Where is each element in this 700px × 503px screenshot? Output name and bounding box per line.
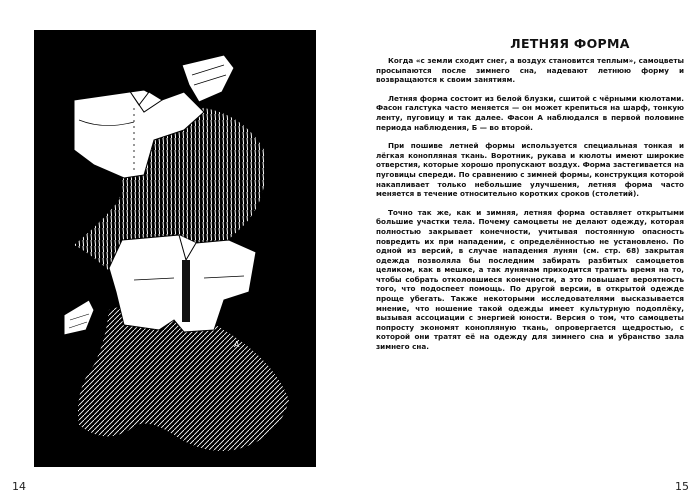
paragraph: Когда «с земли сходит снег, а воздух становится теплым», самоцветы просыпаются после зимнего сна, надевают летнюю форму и возвращаются к своим занятиям. — [376, 56, 684, 85]
paragraph: Летняя форма состоит из белой блузки, сшитой с чёрными кюлотами. Фасон галстука часто меняется — он может крепиться на шарф, тонкую ленту, пуговицу и так далее. Фасон А наблюдался в первой половине периода наблюдения, Б — во второй. — [376, 93, 684, 132]
bow-tie-a — [64, 300, 94, 335]
uniform-drawing — [34, 30, 316, 467]
figure-label-a: A — [234, 340, 240, 349]
uniform-illustration — [34, 30, 316, 467]
right-page — [350, 0, 700, 503]
paragraph: При пошиве летней формы используется специальная тонкая и лёгкая конопляная ткань. Воротник, рукава и кюлоты имеют широкие отверстия, которые хорошо пропускают воздух. Форма застегивается на пуговицы спереди. По сравнению с зимней формы, конструкция которой накапливает только небольшие улучшения, летняя форма часто меняется в течение относительно коротких сроков (столетий). — [376, 141, 684, 199]
page-number-right: 15 — [675, 480, 689, 493]
figure-label-b: B — [86, 105, 92, 114]
chapter-title: ЛЕТНЯЯ ФОРМА — [510, 36, 630, 51]
body-text — [376, 56, 684, 361]
tie-ribbon-top — [182, 55, 234, 102]
paragraph: Точно так же, как и зимняя, летняя форма оставляет открытыми большие участки тела. Почему самоцветы не делают одежду, которая полностью закрывает конечности, учитывая постоянную опасность повредить их при нападении, с определённостью не установлено. По одной из версий, в случае нападения лунян (см. стр. 68) закрытая одежда позволяла бы последним забирать разбитых самоцветов целиком, как в мешке, а так лунянам приходится тратить время на то, чтобы собрать отколовшиеся конечности, а это повышает вероятность того, что подоспеет помощь. По другой версии, в открытой одежде проще убегать. Также некоторыми исследователями высказывается мнение, что ношение такой одежды имеет культурную подоплёку, вызывая ассоциации с энергией юности. Версия о том, что самоцветы попросту экономят конопляную ткань, опровергается щедростью, с которой они тратят её на одежду для зимнего сна и убранство зала зимнего сна. — [376, 207, 684, 352]
page-number-left: 14 — [12, 480, 26, 493]
